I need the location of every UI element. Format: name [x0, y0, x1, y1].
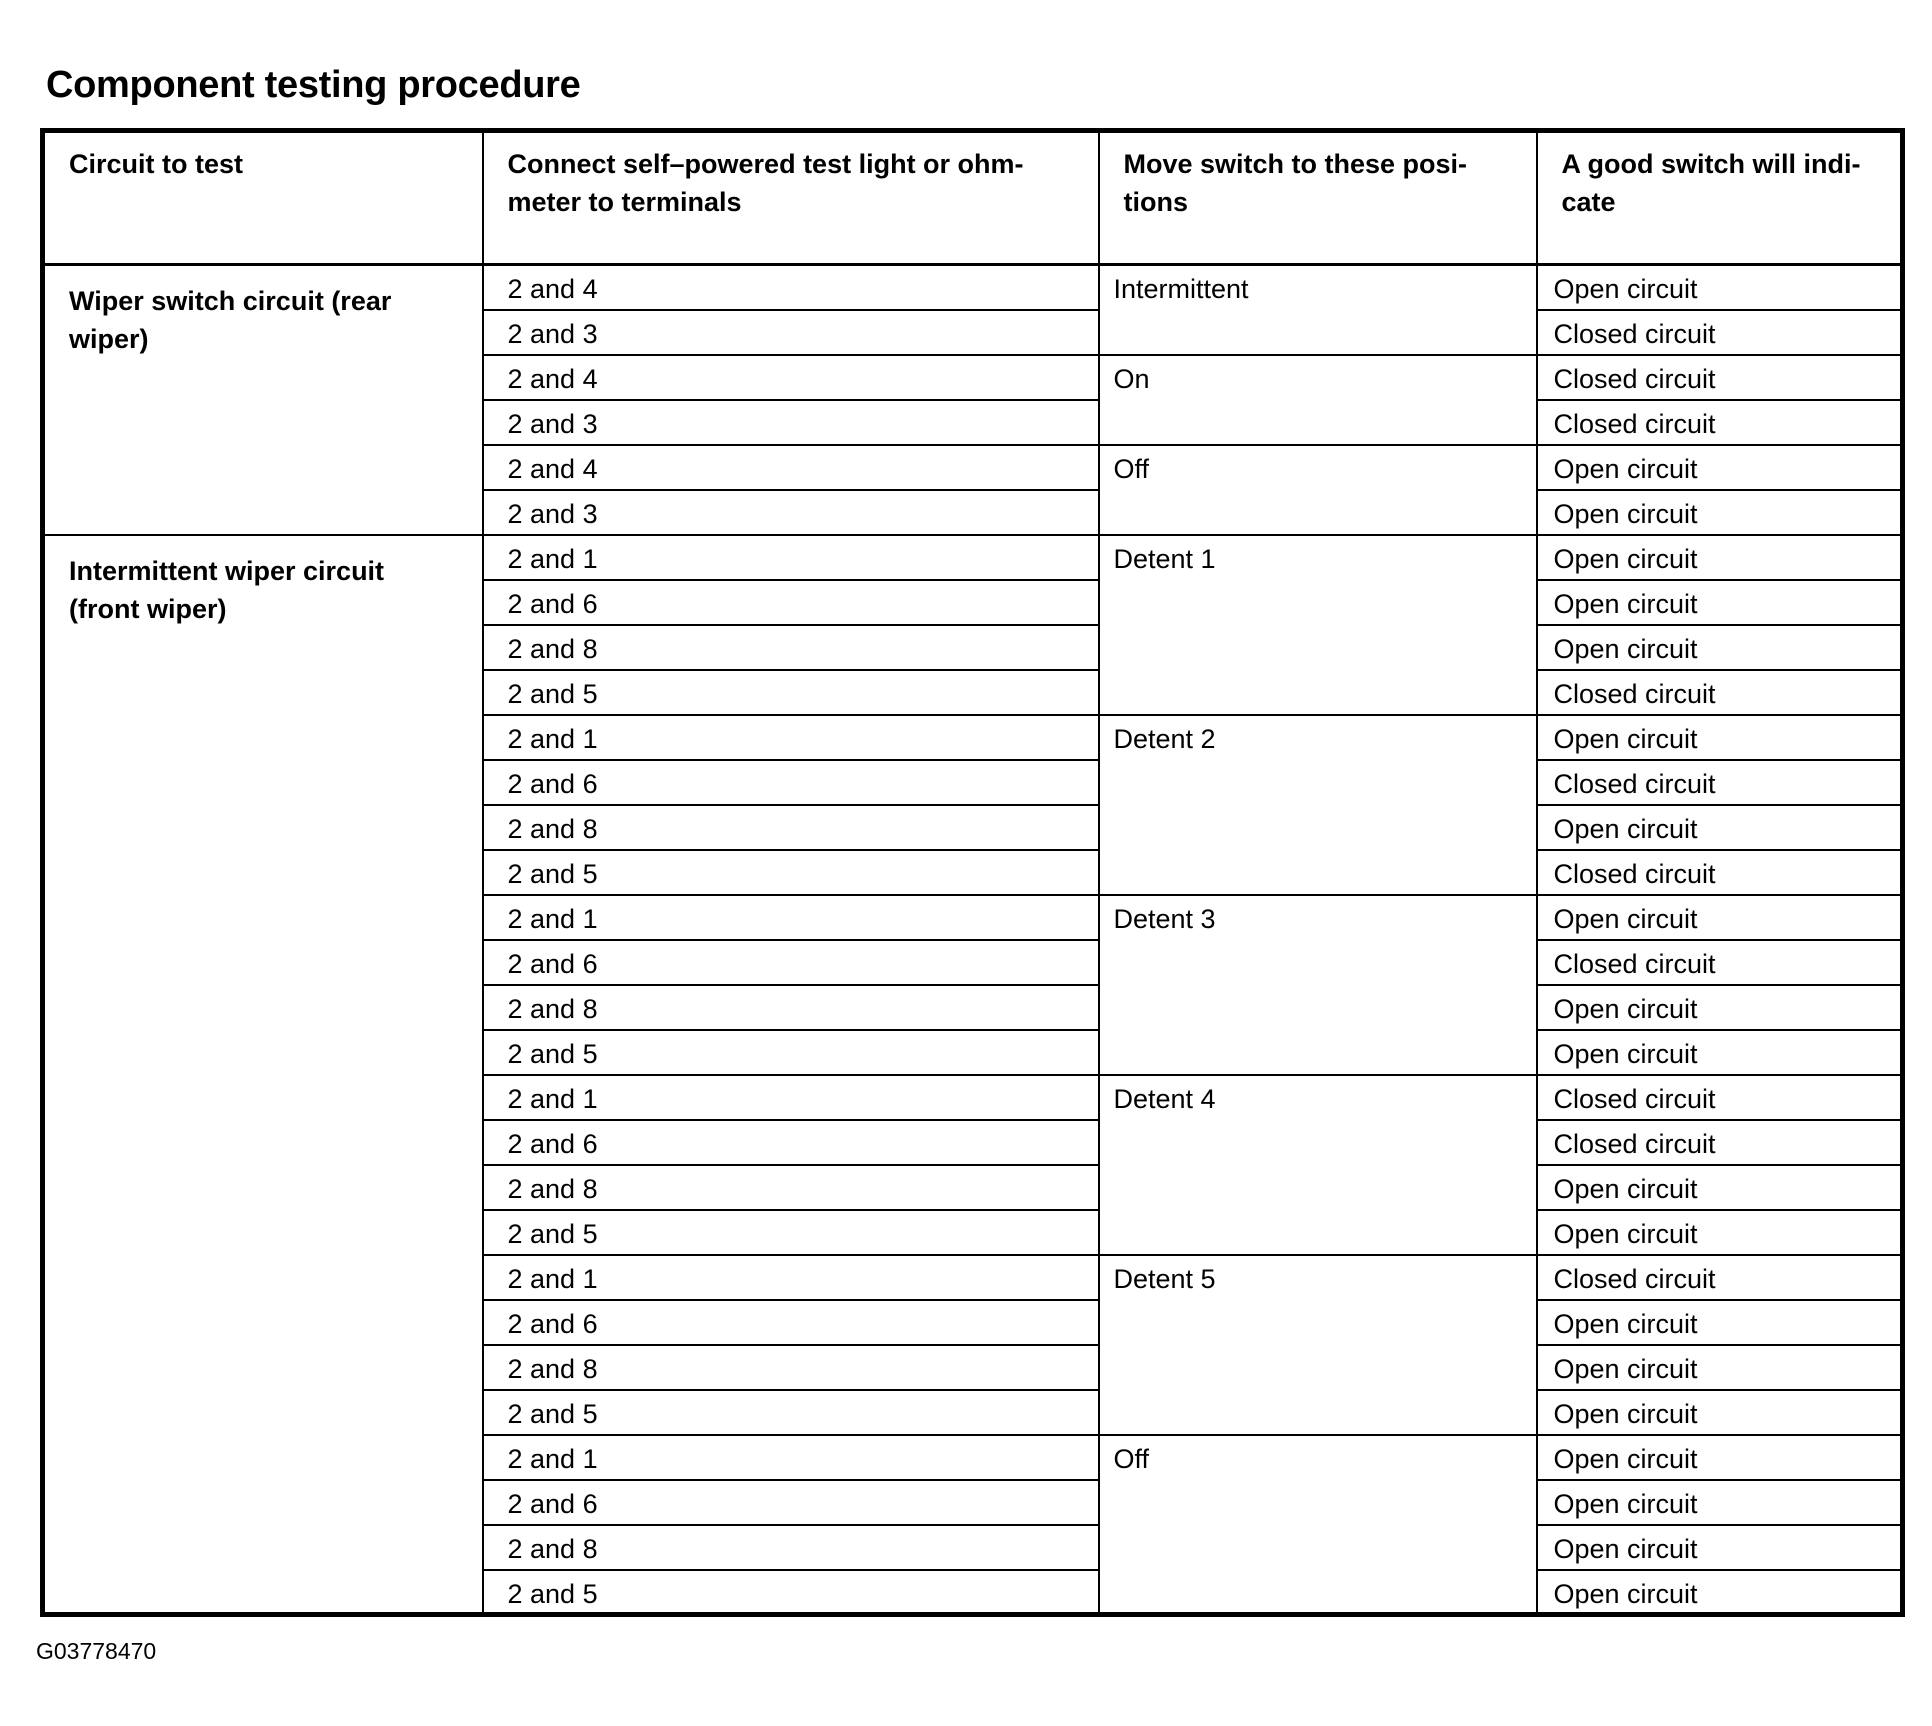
- header-test-terminals: Connect self–powered test light or ohm-meter to terminals: [483, 131, 1099, 265]
- expected-result: Closed circuit: [1537, 940, 1903, 985]
- switch-position: Detent 4: [1099, 1075, 1537, 1255]
- component-testing-table: [40, 128, 1905, 1617]
- terminal-pair: 2 and 6: [483, 1300, 1099, 1345]
- expected-result: Open circuit: [1537, 1345, 1903, 1390]
- terminal-pair: 2 and 5: [483, 1210, 1099, 1255]
- terminal-pair: 2 and 1: [483, 715, 1099, 760]
- terminal-pair: 2 and 5: [483, 670, 1099, 715]
- terminal-pair: 2 and 3: [483, 310, 1099, 355]
- terminal-pair: 2 and 6: [483, 580, 1099, 625]
- terminal-pair: 2 and 1: [483, 895, 1099, 940]
- terminal-pair: 2 and 1: [483, 535, 1099, 580]
- expected-result: Open circuit: [1537, 1300, 1903, 1345]
- terminal-pair: 2 and 6: [483, 1120, 1099, 1165]
- table-header-row: [43, 131, 1903, 265]
- terminal-pair: 2 and 1: [483, 1435, 1099, 1480]
- terminal-pair: 2 and 8: [483, 1345, 1099, 1390]
- page-title: Component testing procedure: [46, 64, 581, 106]
- terminal-pair: 2 and 8: [483, 1525, 1099, 1570]
- switch-position: Off: [1099, 445, 1537, 535]
- circuit-name: Intermittent wiper circuit (front wiper): [43, 535, 483, 1615]
- expected-result: Closed circuit: [1537, 670, 1903, 715]
- expected-result: Open circuit: [1537, 985, 1903, 1030]
- expected-result: Open circuit: [1537, 445, 1903, 490]
- expected-result: Closed circuit: [1537, 355, 1903, 400]
- terminal-pair: 2 and 8: [483, 1165, 1099, 1210]
- expected-result: Open circuit: [1537, 535, 1903, 580]
- circuit-name: Wiper switch circuit (rear wiper): [43, 265, 483, 535]
- table-row: [43, 535, 1903, 580]
- table-row: [43, 265, 1903, 310]
- expected-result: Closed circuit: [1537, 760, 1903, 805]
- expected-result: Open circuit: [1537, 265, 1903, 310]
- expected-result: Closed circuit: [1537, 310, 1903, 355]
- header-circuit-to-test: Circuit to test: [43, 131, 483, 265]
- expected-result: Open circuit: [1537, 1210, 1903, 1255]
- expected-result: Open circuit: [1537, 625, 1903, 670]
- expected-result: Open circuit: [1537, 1030, 1903, 1075]
- terminal-pair: 2 and 4: [483, 265, 1099, 310]
- switch-position: Off: [1099, 1435, 1537, 1615]
- expected-result: Open circuit: [1537, 1480, 1903, 1525]
- expected-result: Open circuit: [1537, 490, 1903, 535]
- expected-result: Open circuit: [1537, 715, 1903, 760]
- terminal-pair: 2 and 3: [483, 400, 1099, 445]
- terminal-pair: 2 and 3: [483, 490, 1099, 535]
- expected-result: Open circuit: [1537, 1570, 1903, 1615]
- table-body: [43, 265, 1903, 1615]
- terminal-pair: 2 and 5: [483, 850, 1099, 895]
- switch-position: Detent 2: [1099, 715, 1537, 895]
- expected-result: Closed circuit: [1537, 400, 1903, 445]
- figure-id: G03778470: [36, 1638, 157, 1664]
- expected-result: Closed circuit: [1537, 850, 1903, 895]
- terminal-pair: 2 and 8: [483, 805, 1099, 850]
- expected-result: Open circuit: [1537, 1435, 1903, 1480]
- terminal-pair: 2 and 5: [483, 1390, 1099, 1435]
- expected-result: Open circuit: [1537, 805, 1903, 850]
- terminal-pair: 2 and 5: [483, 1030, 1099, 1075]
- expected-result: Open circuit: [1537, 580, 1903, 625]
- expected-result: Closed circuit: [1537, 1120, 1903, 1165]
- switch-position: On: [1099, 355, 1537, 445]
- switch-position: Detent 5: [1099, 1255, 1537, 1435]
- terminal-pair: 2 and 5: [483, 1570, 1099, 1615]
- switch-position: Intermittent: [1099, 265, 1537, 355]
- expected-result: Open circuit: [1537, 1165, 1903, 1210]
- terminal-pair: 2 and 1: [483, 1255, 1099, 1300]
- header-expected-result: A good switch will indi-cate: [1537, 131, 1903, 265]
- expected-result: Closed circuit: [1537, 1075, 1903, 1120]
- expected-result: Closed circuit: [1537, 1255, 1903, 1300]
- header-switch-positions: Move switch to these posi-tions: [1099, 131, 1537, 265]
- switch-position: Detent 1: [1099, 535, 1537, 715]
- terminal-pair: 2 and 6: [483, 940, 1099, 985]
- terminal-pair: 2 and 4: [483, 355, 1099, 400]
- expected-result: Open circuit: [1537, 1390, 1903, 1435]
- expected-result: Open circuit: [1537, 895, 1903, 940]
- terminal-pair: 2 and 1: [483, 1075, 1099, 1120]
- terminal-pair: 2 and 4: [483, 445, 1099, 490]
- terminal-pair: 2 and 6: [483, 760, 1099, 805]
- expected-result: Open circuit: [1537, 1525, 1903, 1570]
- terminal-pair: 2 and 8: [483, 625, 1099, 670]
- switch-position: Detent 3: [1099, 895, 1537, 1075]
- terminal-pair: 2 and 6: [483, 1480, 1099, 1525]
- terminal-pair: 2 and 8: [483, 985, 1099, 1030]
